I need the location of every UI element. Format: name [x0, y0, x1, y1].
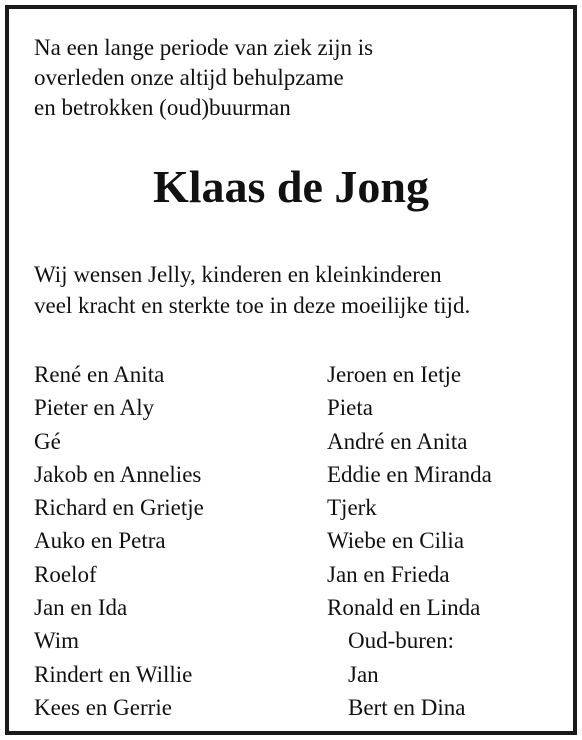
- former-neighbours-heading: Oud-buren:: [348, 628, 455, 654]
- signatory-name: Eddie en Miranda: [327, 461, 492, 487]
- condolence-line: veel kracht en sterkte toe in deze moeilijke tijd.: [34, 293, 471, 318]
- signatory-name: Wim: [34, 628, 80, 654]
- signatory-name: Rindert en Willie: [34, 661, 193, 687]
- signatory-name: Jakob en Annelies: [34, 461, 202, 487]
- signatory-name: Jan en Ida: [34, 595, 128, 621]
- signatory-name: Auko en Petra: [34, 528, 166, 554]
- signatory-name: Ronald en Linda: [327, 595, 481, 621]
- intro-line: en betrokken (oud)buurman: [34, 95, 291, 120]
- signatory-name: Richard en Grietje: [34, 495, 204, 521]
- signatory-name: Wiebe en Cilia: [327, 528, 465, 554]
- notice-border: [5, 5, 577, 735]
- signatory-name: André en Anita: [327, 428, 468, 454]
- signatory-name: Kees en Gerrie: [34, 694, 172, 720]
- signatory-name: Roelof: [34, 561, 97, 587]
- signatory-name: René en Anita: [34, 362, 165, 387]
- signatories-left-column: [34, 358, 204, 724]
- signatory-name: Gé: [34, 428, 61, 454]
- signatory-name: Jeroen en Ietje: [327, 362, 462, 387]
- signatory-name: Pieta: [327, 395, 373, 421]
- former-neighbour-name: Jan: [348, 661, 379, 687]
- intro-line: Na een lange periode van ziek zijn is: [34, 35, 374, 60]
- former-neighbour-name: Bert en Dina: [348, 694, 466, 720]
- intro-line: overleden onze altijd behulpzame: [34, 65, 344, 90]
- signatory-name: Tjerk: [327, 495, 377, 521]
- condolence-line: Wij wensen Jelly, kinderen en kleinkinderen: [34, 262, 442, 287]
- signatory-name: Pieter en Aly: [34, 395, 155, 421]
- deceased-name: Klaas de Jong: [152, 161, 430, 212]
- condolence-text: [34, 259, 470, 321]
- signatory-name: Jan en Frieda: [327, 561, 450, 587]
- intro-text: [34, 33, 373, 123]
- signatories-right-column: [327, 358, 492, 724]
